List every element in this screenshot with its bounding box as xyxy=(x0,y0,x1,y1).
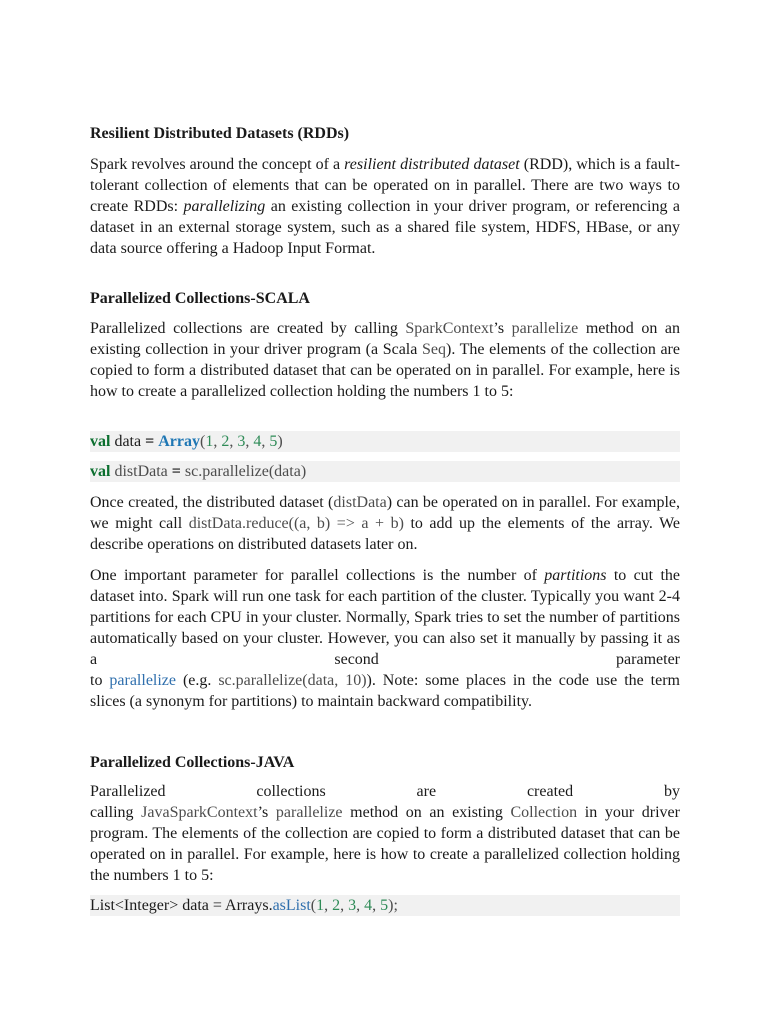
scala-code-line-2: val distData = sc.parallelize(data) xyxy=(90,461,680,482)
java-paragraph: calling JavaSparkContext’s parallelize method on an existing Collection in your driver program. The elements of the collection are copied to form a distributed dataset that can be operated on in parallel. For example, here is how to create a parallelized collection holding the numbers 1 to 5: xyxy=(90,804,680,884)
java-code-line: List<Integer> data = Arrays.asList(1, 2, 3, 4, 5); xyxy=(90,895,680,916)
scala-heading: Parallelized Collections-SCALA xyxy=(90,290,310,307)
scala-code-line-1: val data = Array(1, 2, 3, 4, 5) xyxy=(90,431,680,452)
rdd-heading: Resilient Distributed Datasets (RDDs) xyxy=(90,125,350,142)
scala-paragraph-2: Once created, the distributed dataset (distData) can be operated on in parallel. For example, we might call distData.reduce((a, b) => a + b) to add up the elements of the array. We describe operations on distributed datasets later on. xyxy=(90,494,681,553)
scala-paragraph-3a: One important parameter for parallel collections is the number of partitions to cut the dataset into. Spark will run one task for each partition of the cluster. Typically you want 2-4 partitions for each CPU in your cluster. Normally, Spark tries to set the number of partitions automatically based on your cluster. However, you can also set it manually by passing it as a second parameter xyxy=(90,567,680,668)
rdd-paragraph: Spark revolves around the concept of a resilient distributed dataset (RDD), which is a fault-tolerant collection of elements that can be operated on in parallel. There are two ways to create RDDs: parallelizing an existing collection in your driver program, or referencing a dataset in an external storage system, such as a shared file system, HDFS, HBase, or any data source offering a Hadoop Input Format. xyxy=(90,156,680,257)
scala-paragraph-3b: to parallelize (e.g. sc.parallelize(data, 10)). Note: some places in the code use the term slices (a synonym for partitions) to maintain backward compatibility. xyxy=(90,672,681,710)
java-paragraph-line-1: Parallelized collections are created by xyxy=(90,783,680,800)
scala-paragraph: Parallelized collections are created by calling SparkContext’s parallelize method on an existing collection in your driver program (a Scala Seq). The elements of the collection are copied to form a distributed dataset that can be operated on in parallel. For example, here is how to create a parallelized collection holding the numbers 1 to 5: xyxy=(90,320,681,400)
java-heading: Parallelized Collections-JAVA xyxy=(90,754,295,771)
